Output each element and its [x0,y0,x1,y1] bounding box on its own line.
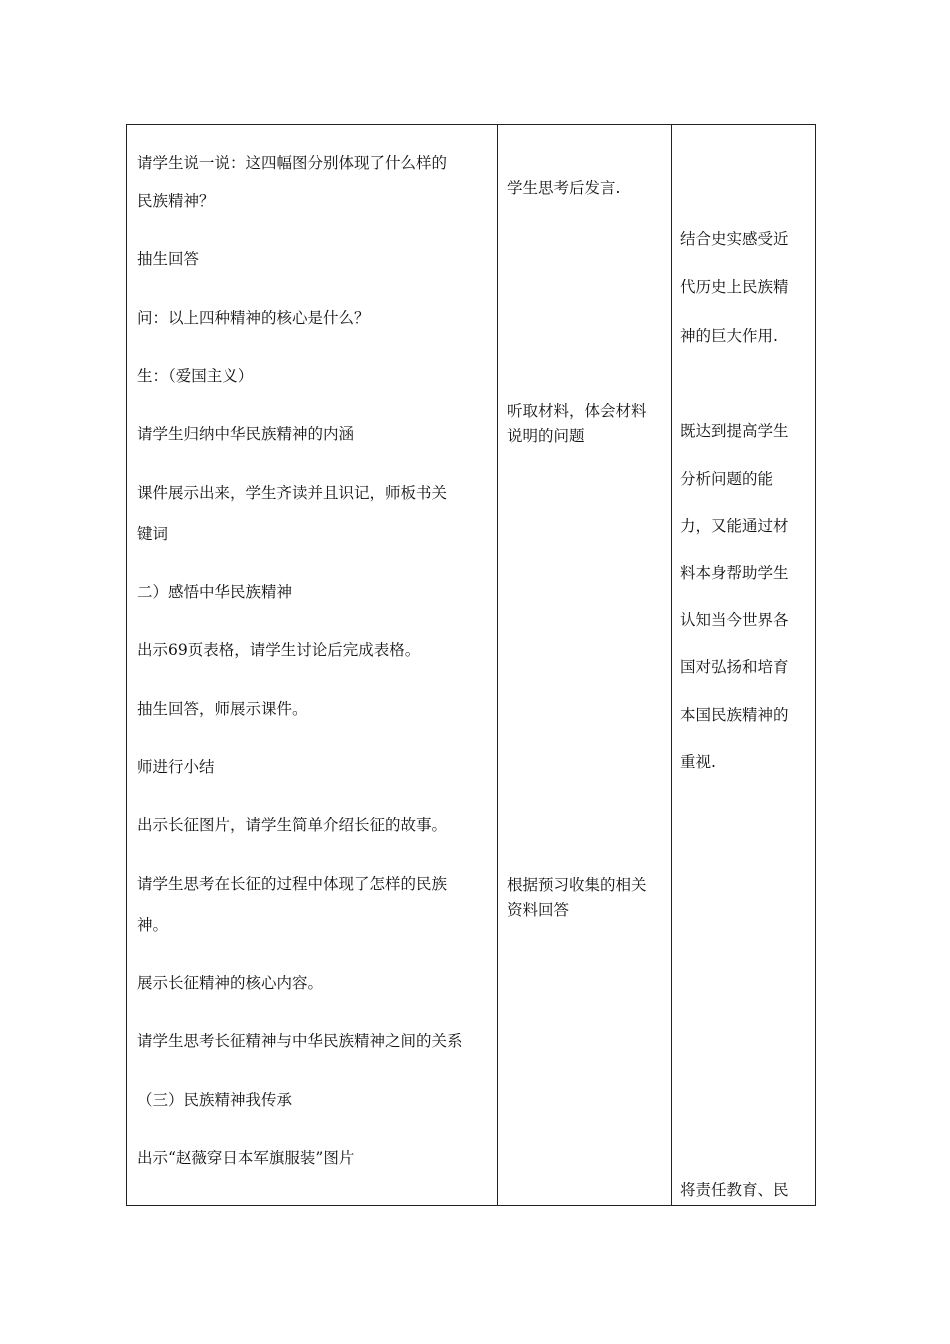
student-line: 学生思考后发言. [507,179,621,197]
teacher-line: 展示长征精神的核心内容。 [137,974,324,992]
teacher-line: 抽生回答，师展示课件。 [137,700,308,718]
teacher-line: 生：（爱国主义） [137,367,254,385]
student-activity-column [497,125,672,1205]
intent-line: 神的巨大作用. [680,327,778,345]
teacher-line: 抽生回答 [137,250,200,268]
intent-line: 国对弘扬和培育 [680,658,789,676]
teacher-section-heading: 二）感悟中华民族精神 [137,583,293,601]
teacher-line: 出示69页表格，请学生讨论后完成表格。 [137,641,421,659]
teacher-line: 民族精神？ [137,192,215,210]
teacher-line: 课件展示出来，学生齐读并且识记，师板书关 [137,484,448,502]
teacher-line: 出示长征图片，请学生简单介绍长征的故事。 [137,816,448,834]
intent-line: 重视. [680,753,716,771]
teacher-line: 请学生思考长征精神与中华民族精神之间的关系 [137,1032,463,1050]
teacher-line: 键词 [137,525,169,543]
intent-line: 结合史实感受近 [680,230,789,248]
intent-line: 力，又能通过材 [680,517,789,535]
student-line: 根据预习收集的相关 [507,876,647,894]
intent-line: 料本身帮助学生 [680,564,789,582]
intent-line: 将责任教育、民 [680,1181,789,1199]
teacher-line: 师进行小结 [137,758,215,776]
teacher-section-heading: （三）民族精神我传承 [137,1091,293,1109]
teacher-line: 出示“赵薇穿日本军旗服装”图片 [137,1149,355,1167]
teacher-line: 神。 [137,916,169,934]
student-line: 听取材料，体会材料 [507,402,647,420]
teacher-line: 请学生说一说：这四幅图分别体现了什么样的 [137,154,448,172]
teacher-activity-column [127,125,498,1205]
student-line: 资料回答 [507,901,570,919]
teacher-line: 问：以上四种精神的核心是什么？ [137,309,370,327]
intent-line: 分析问题的能 [680,470,774,488]
intent-line: 代历史上民族精 [680,278,789,296]
intent-line: 认知当今世界各 [680,611,789,629]
teacher-line: 请学生归纳中华民族精神的内涵 [137,425,355,443]
intent-line: 本国民族精神的 [680,706,789,724]
student-line: 说明的问题 [507,427,585,445]
intent-line: 既达到提高学生 [680,422,789,440]
design-intent-column [671,125,815,1205]
lesson-plan-table [126,124,816,1206]
teacher-line: 请学生思考在长征的过程中体现了怎样的民族 [137,875,448,893]
